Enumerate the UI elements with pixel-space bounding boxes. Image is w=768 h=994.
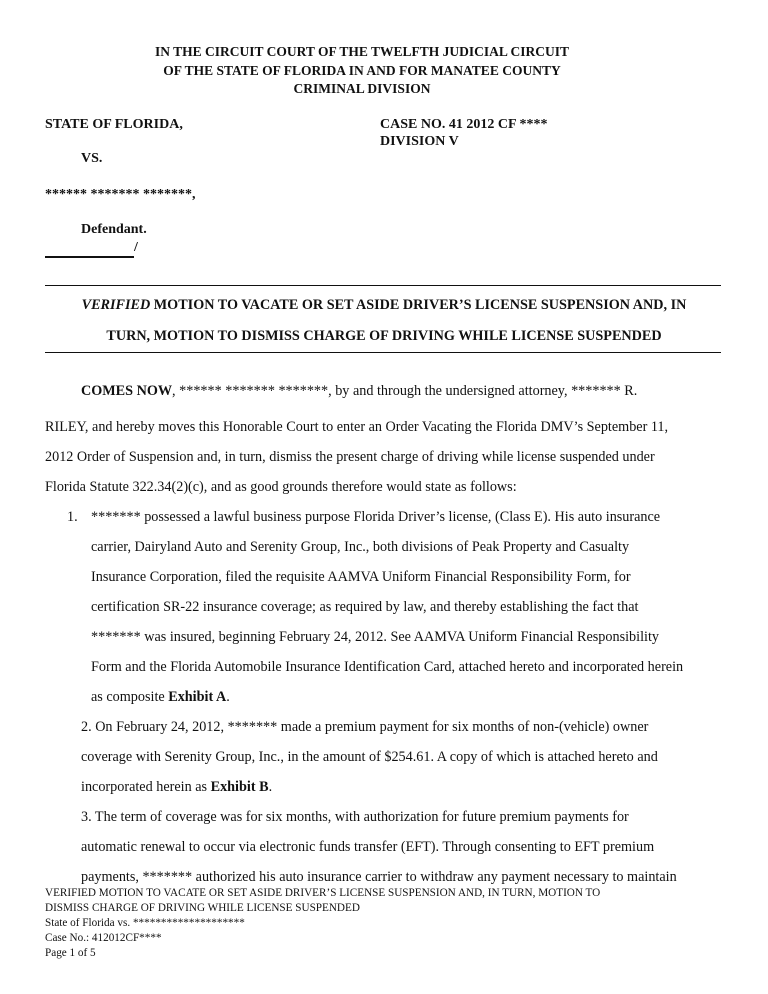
footer-title-line2: DISMISS CHARGE OF DRIVING WHILE LICENSE SUSPENDED [45, 902, 360, 914]
title-bottom-rule [45, 352, 721, 353]
item2-line1: 2. On February 24, 2012, ******* made a premium payment for six months of non-(vehicle) owner [81, 719, 649, 735]
item1-line1: ******* possessed a lawful business purpose Florida Driver’s license, (Class E). His auto insurance [91, 509, 661, 525]
item2-line3-text: incorporated herein as [81, 779, 211, 795]
comes-now: COMES NOW [81, 383, 173, 399]
item1-line7 [91, 689, 230, 706]
signature-line [45, 256, 134, 258]
item1-line2: carrier, Dairyland Auto and Serenity Group, Inc., both divisions of Peak Property and Casualty [91, 539, 630, 555]
item1-line7-text: as composite [91, 689, 169, 705]
item3-line1: 3. The term of coverage was for six months, with authorization for future premium payments for [81, 809, 629, 825]
exhibit-a-label: Exhibit A [168, 689, 227, 705]
court-header-line1: IN THE CIRCUIT COURT OF THE TWELFTH JUDICIAL CIRCUIT [154, 44, 570, 59]
footer-page-number: Page 1 of 5 [45, 947, 96, 959]
motion-title-line1 [0, 297, 768, 314]
case-number: CASE NO. 41 2012 CF **** [380, 117, 548, 132]
title-top-rule [45, 285, 721, 286]
item2-line3-end: . [268, 779, 273, 795]
division: DIVISION V [380, 134, 459, 149]
footer-title-line1: VERIFIED MOTION TO VACATE OR SET ASIDE DRIVER’S LICENSE SUSPENSION AND, IN TURN, MOTION TO [45, 887, 601, 899]
item2-line2: coverage with Serenity Group, Inc., in the amount of $254.61. A copy of which is attached hereto and [81, 749, 658, 765]
signature-slash: / [134, 240, 138, 255]
intro-line1 [81, 383, 637, 400]
plaintiff-name: STATE OF FLORIDA, [45, 117, 183, 132]
motion-title-line2: TURN, MOTION TO DISMISS CHARGE OF DRIVING WHILE LICENSE SUSPENDED [106, 328, 662, 344]
item1-line5: ******* was insured, beginning February 24, 2012. See AAMVA Uniform Financial Responsibility [91, 629, 659, 645]
item1-line4: certification SR-22 insurance coverage; as required by law, and thereby establishing the fact that [91, 599, 639, 615]
exhibit-b-label: Exhibit B [210, 779, 269, 795]
item2-line3 [81, 779, 272, 796]
item1-line7-end: . [226, 689, 230, 705]
court-header-line3: CRIMINAL DIVISION [293, 81, 431, 96]
item3-line3: payments, ******* authorized his auto insurance carrier to withdraw any payment necessary to maintain [81, 869, 677, 885]
intro-line3: 2012 Order of Suspension and, in turn, dismiss the present charge of driving while license suspended under [45, 449, 655, 465]
versus: VS. [81, 151, 103, 166]
item1-line6: Form and the Florida Automobile Insurance Identification Card, attached hereto and incorporated herein [91, 659, 684, 675]
verified-word: VERIFIED [81, 297, 151, 313]
defendant-name: ****** ******* *******, [45, 187, 196, 202]
item1-number: 1. [67, 509, 78, 525]
footer-case-number: Case No.: 412012CF**** [45, 932, 162, 944]
footer-parties: State of Florida vs. ******************** [45, 917, 245, 929]
intro-line1-text: , ****** ******* *******, by and through the undersigned attorney, ******* R. [172, 383, 638, 399]
intro-line4: Florida Statute 322.34(2)(c), and as good grounds therefore would state as follows: [45, 479, 517, 495]
item1-line3: Insurance Corporation, filed the requisite AAMVA Uniform Financial Responsibility Form, for [91, 569, 631, 585]
item3-line2: automatic renewal to occur via electronic funds transfer (EFT). Through consenting to EFT premium [81, 839, 655, 855]
intro-line2: RILEY, and hereby moves this Honorable Court to enter an Order Vacating the Florida DMV’s September 11, [45, 419, 669, 435]
motion-title-line1-text: MOTION TO VACATE OR SET ASIDE DRIVER’S LICENSE SUSPENSION AND, IN [153, 297, 687, 313]
court-header-line2: OF THE STATE OF FLORIDA IN AND FOR MANATEE COUNTY [163, 63, 561, 78]
defendant-label: Defendant. [81, 222, 147, 237]
